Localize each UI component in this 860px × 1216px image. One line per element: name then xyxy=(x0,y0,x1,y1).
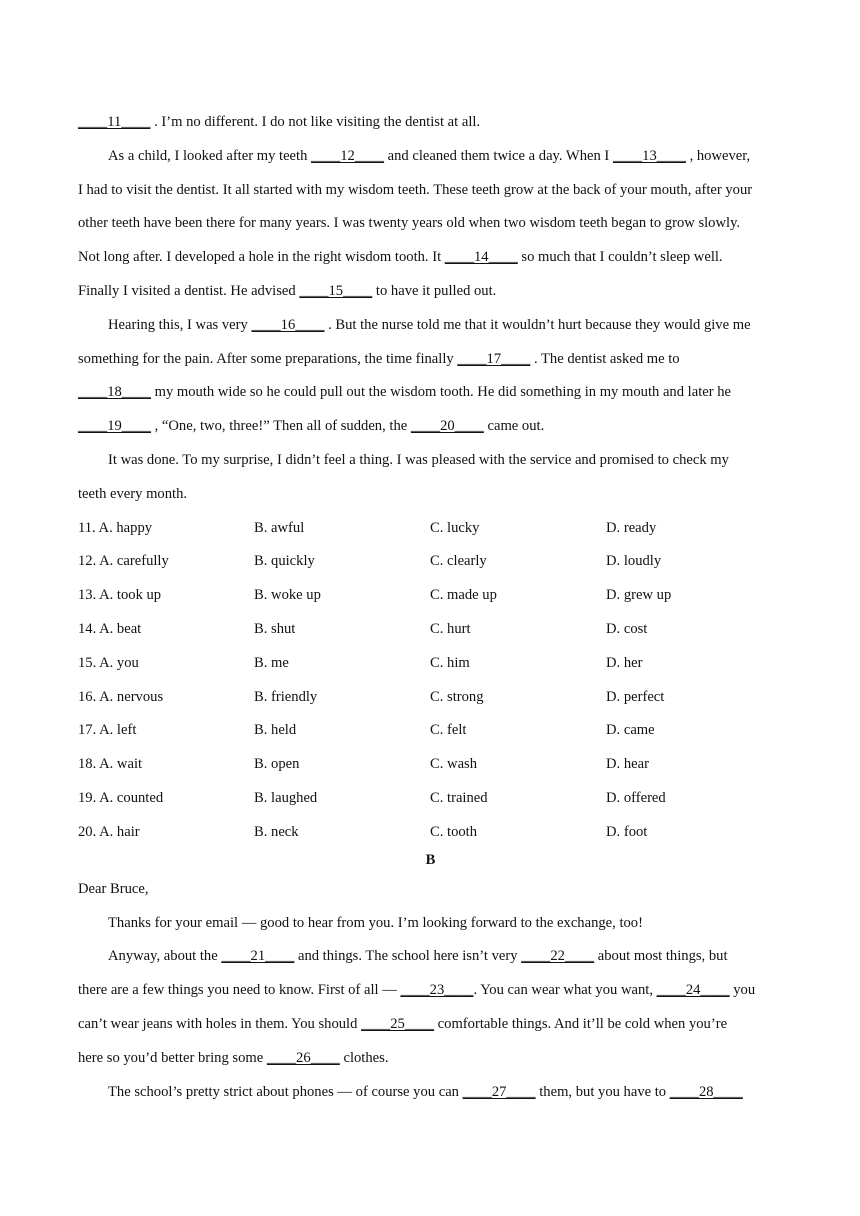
option-d: D. perfect xyxy=(606,688,665,705)
passage-line: Finally I visited a dentist. He advised ____15____ to have it pulled out. xyxy=(78,282,497,299)
option-a: 16. A. nervous xyxy=(78,688,164,705)
blank-15: ____15____ xyxy=(299,282,373,299)
option-a: 20. A. hair xyxy=(78,823,140,840)
options-row-16 xyxy=(78,685,783,719)
passage-line: The school’s pretty strict about phones — of course you can ____27____ them, but you have to ____28____ xyxy=(108,1083,743,1100)
passage-line: something for the pain. After some preparations, the time finally ____17____ . The dentist asked me to xyxy=(78,350,680,367)
option-c: C. wash xyxy=(430,756,478,773)
passage-line: other teeth have been there for many years. I was twenty years old when two wisdom teeth began to grow slowly. xyxy=(78,215,741,232)
option-d: D. her xyxy=(606,654,643,671)
blank-23: ____23____ xyxy=(400,982,474,999)
blank-16: ____16____ xyxy=(251,316,325,333)
blank-13: ____13____ xyxy=(612,147,686,164)
document-body xyxy=(78,110,783,1113)
option-b: B. me xyxy=(254,654,289,671)
passage-line: ____19____ , “One, two, three!” Then all of sudden, the ____20____ came out. xyxy=(78,418,545,435)
option-c: C. lucky xyxy=(430,519,480,536)
passage-line: can’t wear jeans with holes in them. You should ____25____ comfortable things. And it’ll be cold when you’re xyxy=(78,1015,728,1032)
passage-line: As a child, I looked after my teeth ____12____ and cleaned them twice a day. When I ____13____ , however, xyxy=(108,147,751,164)
blank-28: ____28____ xyxy=(669,1083,743,1100)
option-c: C. felt xyxy=(430,722,467,739)
option-c: C. made up xyxy=(430,587,497,604)
passage-line: here so you’d better bring some ____26____ clothes. xyxy=(78,1049,389,1066)
blank-26: ____26____ xyxy=(266,1049,340,1066)
blank-14: ____14____ xyxy=(444,249,518,266)
option-c: C. him xyxy=(430,654,470,671)
option-b: B. neck xyxy=(254,823,299,840)
blank-25: ____25____ xyxy=(361,1015,435,1032)
passage-line: Thanks for your email — good to hear from you. I’m looking forward to the exchange, too! xyxy=(108,914,643,931)
passage-line: I had to visit the dentist. It all started with my wisdom teeth. These teeth grow at the back of your mouth, after your xyxy=(78,181,753,198)
option-b: B. quickly xyxy=(254,553,315,570)
option-b: B. open xyxy=(254,756,300,773)
option-d: D. hear xyxy=(606,756,649,773)
passage-line: ____11____ . I’m no different. I do not like visiting the dentist at all. xyxy=(78,114,481,130)
option-a: 12. A. carefully xyxy=(78,553,169,570)
option-c: C. strong xyxy=(430,688,484,705)
blank-27: ____27____ xyxy=(462,1083,536,1100)
blank-22: ____22____ xyxy=(521,948,595,965)
option-c: C. trained xyxy=(430,789,488,806)
option-d: D. loudly xyxy=(606,553,662,570)
section-heading: B xyxy=(425,851,436,868)
options-row-18 xyxy=(78,752,783,786)
blank-24: ____24____ xyxy=(656,982,730,999)
option-a: 19. A. counted xyxy=(78,789,164,806)
blank-20: ____20____ xyxy=(410,418,484,435)
options-row-17 xyxy=(78,718,783,752)
option-b: B. shut xyxy=(254,620,296,637)
option-a: 15. A. you xyxy=(78,654,139,671)
passage-line: teeth every month. xyxy=(78,485,188,502)
option-d: D. came xyxy=(606,722,655,739)
options-row-15 xyxy=(78,651,783,685)
option-d: D. cost xyxy=(606,620,648,637)
option-b: B. friendly xyxy=(254,688,318,705)
option-d: D. grew up xyxy=(606,587,672,604)
blank-19: ____19____ xyxy=(78,418,151,435)
option-c: C. clearly xyxy=(430,553,487,570)
option-a: 13. A. took up xyxy=(78,587,162,604)
option-d: D. ready xyxy=(606,519,657,536)
option-b: B. laughed xyxy=(254,789,318,806)
passage-line: ____18____ my mouth wide so he could pull out the wisdom tooth. He did something in my mouth and later he xyxy=(78,384,732,401)
options-row-20 xyxy=(78,820,783,848)
blank-17: ____17____ xyxy=(457,350,531,367)
letter-greeting: Dear Bruce, xyxy=(78,880,149,897)
blank-18: ____18____ xyxy=(78,384,151,401)
option-b: B. awful xyxy=(254,519,305,536)
option-b: B. woke up xyxy=(254,587,321,604)
passage-line: Hearing this, I was very ____16____ . But the nurse told me that it wouldn’t hurt because they would give me xyxy=(108,316,751,333)
option-d: D. foot xyxy=(606,823,648,840)
options-row-19 xyxy=(78,786,783,820)
options-row-11 xyxy=(78,516,783,550)
option-a: 11. A. happy xyxy=(78,519,153,536)
blank-12: ____12____ xyxy=(311,147,384,164)
option-c: C. hurt xyxy=(430,620,471,637)
option-a: 17. A. left xyxy=(78,722,137,739)
options-row-13 xyxy=(78,583,783,617)
options-row-12 xyxy=(78,549,783,583)
passage-line: Anyway, about the ____21____ and things. The school here isn’t very ____22____ about most things, but xyxy=(108,948,728,965)
passage-line: It was done. To my surprise, I didn’t feel a thing. I was pleased with the service and promised to check my xyxy=(108,451,729,468)
option-b: B. held xyxy=(254,722,297,739)
passage-line: Not long after. I developed a hole in the right wisdom tooth. It ____14____ so much that I couldn’t sleep well. xyxy=(78,249,723,266)
options-row-14 xyxy=(78,617,783,651)
passage-line: there are a few things you need to know. First of all — ____23____. You can wear what you want, ____24____ you xyxy=(78,982,756,999)
blank-11: ____11____ xyxy=(78,114,151,130)
option-d: D. offered xyxy=(606,789,666,806)
blank-21: ____21____ xyxy=(221,948,295,965)
option-a: 18. A. wait xyxy=(78,756,143,773)
option-a: 14. A. beat xyxy=(78,620,142,637)
option-c: C. tooth xyxy=(430,823,478,840)
